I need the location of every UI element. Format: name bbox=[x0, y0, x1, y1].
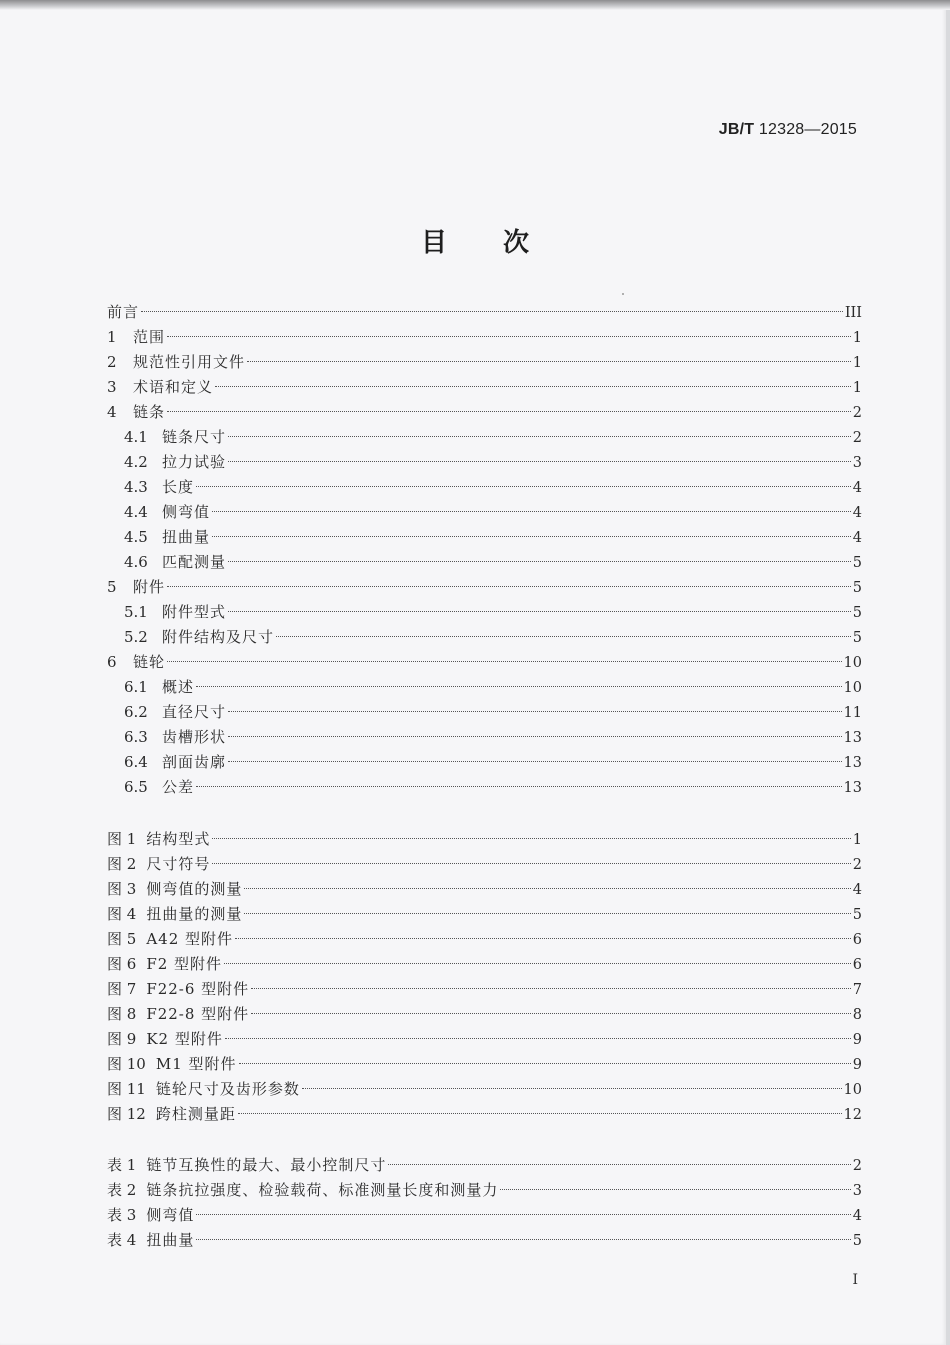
toc-entry-number: 3 bbox=[107, 378, 117, 396]
toc-entry-number: 表 3 bbox=[107, 1206, 137, 1224]
toc-section-entry[interactable] bbox=[107, 725, 862, 750]
dot-leader bbox=[167, 411, 851, 412]
scan-top-edge bbox=[0, 0, 950, 10]
toc-entry-number: 表 1 bbox=[107, 1156, 137, 1174]
toc-entry-number: 5.1 bbox=[124, 603, 148, 621]
toc-table-entry[interactable] bbox=[107, 1203, 862, 1228]
toc-entry-label: 侧弯值的测量 bbox=[146, 880, 243, 898]
toc-table-entry[interactable] bbox=[107, 1178, 862, 1203]
toc-entry-label: 长度 bbox=[162, 478, 195, 496]
toc-entry-label: 跨柱测量距 bbox=[155, 1105, 236, 1123]
dot-leader bbox=[212, 511, 851, 512]
toc-table-entry[interactable] bbox=[107, 1228, 862, 1253]
dot-leader bbox=[196, 786, 842, 787]
toc-section-entry[interactable] bbox=[107, 400, 862, 425]
dot-leader bbox=[196, 1214, 850, 1215]
toc-entry-page: 10 bbox=[843, 655, 862, 671]
toc-entry-label: 链轮尺寸及齿形参数 bbox=[155, 1080, 300, 1098]
toc-entry-number: 6.5 bbox=[124, 778, 148, 796]
toc-entry-label: 公差 bbox=[162, 778, 195, 796]
toc-entry-label: 链条尺寸 bbox=[162, 428, 227, 446]
toc-figure-entry[interactable] bbox=[107, 977, 862, 1002]
toc-entry-number: 5.2 bbox=[124, 628, 148, 646]
toc-entry-label: 扭曲量 bbox=[162, 528, 211, 546]
toc-section-entry[interactable] bbox=[107, 700, 862, 725]
dot-leader bbox=[228, 736, 842, 737]
toc-entry-label: 链条 bbox=[133, 403, 166, 421]
toc-figure-entry[interactable] bbox=[107, 952, 862, 977]
toc-entry-page: 2 bbox=[852, 430, 862, 446]
toc-entry-number: 图 7 bbox=[107, 980, 137, 998]
toc-section-entry[interactable] bbox=[107, 300, 862, 325]
toc-entry-page: 8 bbox=[852, 1007, 862, 1023]
dot-leader bbox=[247, 361, 851, 362]
toc-entry-page: 4 bbox=[852, 480, 862, 496]
toc-entry-label: 概述 bbox=[162, 678, 195, 696]
toc-entry-number: 图 6 bbox=[107, 955, 137, 973]
toc-entry-label: 尺寸符号 bbox=[146, 855, 211, 873]
toc-table-entry[interactable] bbox=[107, 1153, 862, 1178]
toc-section-entry[interactable] bbox=[107, 375, 862, 400]
toc-entry-page: 6 bbox=[852, 957, 862, 973]
dot-leader bbox=[228, 461, 851, 462]
standard-code: 12328—2015 bbox=[754, 121, 857, 138]
toc-entry-number: 表 2 bbox=[107, 1181, 137, 1199]
dot-leader bbox=[228, 761, 842, 762]
page-folio: I bbox=[852, 1272, 858, 1288]
toc-entry-number: 图 3 bbox=[107, 880, 137, 898]
dot-leader bbox=[215, 386, 851, 387]
toc-section-entry[interactable] bbox=[107, 600, 862, 625]
dot-leader bbox=[225, 1038, 851, 1039]
toc-entry-page: III bbox=[844, 305, 862, 321]
toc-entry-page: 5 bbox=[852, 605, 862, 621]
toc-entry-label: 链轮 bbox=[133, 653, 166, 671]
toc-entry-page: 1 bbox=[852, 832, 862, 848]
toc-entry-page: 13 bbox=[843, 780, 862, 796]
toc-entry-page: 3 bbox=[852, 1183, 862, 1199]
toc-entry-page: 6 bbox=[852, 932, 862, 948]
dot-leader bbox=[212, 838, 850, 839]
toc-entry-page: 5 bbox=[852, 1233, 862, 1249]
toc-entry-label: 剖面齿廓 bbox=[162, 753, 227, 771]
toc-entry-number: 2 bbox=[107, 353, 117, 371]
toc-entry-number: 4.2 bbox=[124, 453, 148, 471]
toc-section-entry[interactable] bbox=[107, 350, 862, 375]
dot-leader bbox=[239, 1063, 851, 1064]
dot-leader bbox=[167, 336, 851, 337]
toc-section-entry[interactable] bbox=[107, 525, 862, 550]
toc-entry-number: 6.1 bbox=[124, 678, 148, 696]
toc-entry-label: 术语和定义 bbox=[133, 378, 214, 396]
toc-entry-page: 11 bbox=[843, 705, 862, 721]
toc-entry-number: 图 8 bbox=[107, 1005, 137, 1023]
toc-entry-number: 1 bbox=[107, 328, 117, 346]
toc-entry-page: 2 bbox=[852, 1158, 862, 1174]
toc-entry-page: 9 bbox=[852, 1057, 862, 1073]
toc-figure-entry[interactable] bbox=[107, 877, 862, 902]
toc-entry-page: 4 bbox=[852, 530, 862, 546]
toc-entry-page: 13 bbox=[843, 730, 862, 746]
toc-section-entry[interactable] bbox=[107, 750, 862, 775]
dot-leader bbox=[196, 1239, 850, 1240]
toc-entry-number: 图 10 bbox=[107, 1055, 146, 1073]
toc-entry-page: 1 bbox=[852, 380, 862, 396]
toc-entry-number: 表 4 bbox=[107, 1231, 137, 1249]
toc-section-entry[interactable] bbox=[107, 500, 862, 525]
toc-entry-label: A42 型附件 bbox=[146, 930, 234, 948]
toc-entry-label: 附件 bbox=[133, 578, 166, 596]
toc-figure-entry[interactable] bbox=[107, 902, 862, 927]
toc-entry-page: 4 bbox=[852, 1208, 862, 1224]
toc-entry-number: 4.6 bbox=[124, 553, 148, 571]
toc-entry-label: 范围 bbox=[133, 328, 166, 346]
standard-number bbox=[719, 121, 857, 139]
toc-entry-number: 图 1 bbox=[107, 830, 137, 848]
toc-figure-entry[interactable] bbox=[107, 927, 862, 952]
toc-entry-label: 结构型式 bbox=[146, 830, 211, 848]
toc-entry-page: 7 bbox=[852, 982, 862, 998]
dot-leader bbox=[196, 686, 842, 687]
toc-entry-label: 扭曲量 bbox=[146, 1231, 195, 1249]
dot-leader bbox=[251, 988, 851, 989]
toc-section-entry[interactable] bbox=[107, 450, 862, 475]
toc-entry-label: 扭曲量的测量 bbox=[146, 905, 243, 923]
toc-entry-page: 9 bbox=[852, 1032, 862, 1048]
scan-speck bbox=[622, 293, 624, 295]
toc-entry-page: 10 bbox=[843, 1082, 862, 1098]
toc-entry-label: 侧弯值 bbox=[146, 1206, 195, 1224]
toc-entry-label: 齿槽形状 bbox=[162, 728, 227, 746]
toc-figure-entry[interactable] bbox=[107, 1102, 862, 1127]
toc-entry-label: 附件结构及尺寸 bbox=[162, 628, 275, 646]
toc-entry-number: 图 5 bbox=[107, 930, 137, 948]
toc-entry-label: 附件型式 bbox=[162, 603, 227, 621]
toc-entry-number: 图 2 bbox=[107, 855, 137, 873]
toc-entry-number: 4 bbox=[107, 403, 117, 421]
dot-leader bbox=[212, 863, 850, 864]
dot-leader bbox=[167, 586, 851, 587]
toc-entry-page: 5 bbox=[852, 907, 862, 923]
toc-section-entry[interactable] bbox=[107, 775, 862, 800]
toc-section-entry[interactable] bbox=[107, 650, 862, 675]
toc-entry-label: 侧弯值 bbox=[162, 503, 211, 521]
toc-entry-label: F2 型附件 bbox=[146, 955, 223, 973]
dot-leader bbox=[235, 938, 851, 939]
toc-entry-page: 5 bbox=[852, 580, 862, 596]
toc-entry-page: 1 bbox=[852, 330, 862, 346]
dot-leader bbox=[141, 311, 843, 312]
standard-prefix: JB/T bbox=[718, 121, 755, 138]
toc-entry-label: 链条抗拉强度、检验载荷、标准测量长度和测量力 bbox=[146, 1181, 499, 1199]
toc-entry-page: 13 bbox=[843, 755, 862, 771]
toc-entry-page: 3 bbox=[852, 455, 862, 471]
toc-entry-number: 6 bbox=[107, 653, 117, 671]
toc-section-entry[interactable] bbox=[107, 550, 862, 575]
toc-entry-page: 5 bbox=[852, 555, 862, 571]
toc-figure-entry[interactable] bbox=[107, 1027, 862, 1052]
toc-figure-entry[interactable] bbox=[107, 1002, 862, 1027]
dot-leader bbox=[244, 888, 850, 889]
toc-title: 目次 bbox=[420, 228, 585, 258]
toc-entry-number: 6.2 bbox=[124, 703, 148, 721]
toc-entry-page: 12 bbox=[843, 1107, 862, 1123]
toc-section-entry[interactable] bbox=[107, 675, 862, 700]
toc-section-entry[interactable] bbox=[107, 575, 862, 600]
toc-entry-label: M1 型附件 bbox=[155, 1055, 237, 1073]
toc-section-entry[interactable] bbox=[107, 475, 862, 500]
toc-entry-number: 图 9 bbox=[107, 1030, 137, 1048]
toc-entry-number: 4.1 bbox=[124, 428, 148, 446]
dot-leader bbox=[500, 1189, 850, 1190]
toc-entry-page: 2 bbox=[852, 857, 862, 873]
dot-leader bbox=[167, 661, 842, 662]
toc-entry-number: 图 4 bbox=[107, 905, 137, 923]
dot-leader bbox=[388, 1164, 850, 1165]
dot-leader bbox=[244, 913, 850, 914]
toc-entry-page: 10 bbox=[843, 680, 862, 696]
toc-entry-number: 4.4 bbox=[124, 503, 148, 521]
toc-figure-entry[interactable] bbox=[107, 1052, 862, 1077]
toc-entry-number: 5 bbox=[107, 578, 117, 596]
dot-leader bbox=[224, 963, 851, 964]
toc-entry-number: 图 11 bbox=[107, 1080, 146, 1098]
dot-leader bbox=[276, 636, 851, 637]
dot-leader bbox=[228, 711, 842, 712]
toc-entry-page: 1 bbox=[852, 355, 862, 371]
dot-leader bbox=[238, 1113, 842, 1114]
toc-entry-page: 4 bbox=[852, 882, 862, 898]
toc-entry-label: 链节互换性的最大、最小控制尺寸 bbox=[146, 1156, 387, 1174]
toc-entry-number: 6.4 bbox=[124, 753, 148, 771]
dot-leader bbox=[228, 561, 851, 562]
dot-leader bbox=[196, 486, 851, 487]
toc-entry-page: 2 bbox=[852, 405, 862, 421]
dot-leader bbox=[251, 1013, 851, 1014]
toc-entry-label: 前言 bbox=[107, 303, 140, 321]
dot-leader bbox=[228, 436, 851, 437]
toc-section-entry[interactable] bbox=[107, 325, 862, 350]
toc-section-entry[interactable] bbox=[107, 425, 862, 450]
toc-entry-label: K2 型附件 bbox=[146, 1030, 223, 1048]
toc-entry-number: 4.5 bbox=[124, 528, 148, 546]
dot-leader bbox=[228, 611, 851, 612]
toc-figure-entry[interactable] bbox=[107, 852, 862, 877]
toc-entry-label: F22-8 型附件 bbox=[146, 1005, 250, 1023]
toc-entry-label: F22-6 型附件 bbox=[146, 980, 250, 998]
toc-entry-page: 4 bbox=[852, 505, 862, 521]
dot-leader bbox=[302, 1088, 842, 1089]
toc-entry-label: 规范性引用文件 bbox=[133, 353, 246, 371]
toc-entry-label: 直径尺寸 bbox=[162, 703, 227, 721]
toc-entry-number: 4.3 bbox=[124, 478, 148, 496]
toc-entry-number: 图 12 bbox=[107, 1105, 146, 1123]
toc-entry-number: 6.3 bbox=[124, 728, 148, 746]
toc-section-entry[interactable] bbox=[107, 625, 862, 650]
toc-entry-page: 5 bbox=[852, 630, 862, 646]
toc-entry-label: 拉力试验 bbox=[162, 453, 227, 471]
toc-figure-entry[interactable] bbox=[107, 1077, 862, 1102]
toc-entry-label: 匹配测量 bbox=[162, 553, 227, 571]
toc-figure-entry[interactable] bbox=[107, 827, 862, 852]
dot-leader bbox=[212, 536, 851, 537]
